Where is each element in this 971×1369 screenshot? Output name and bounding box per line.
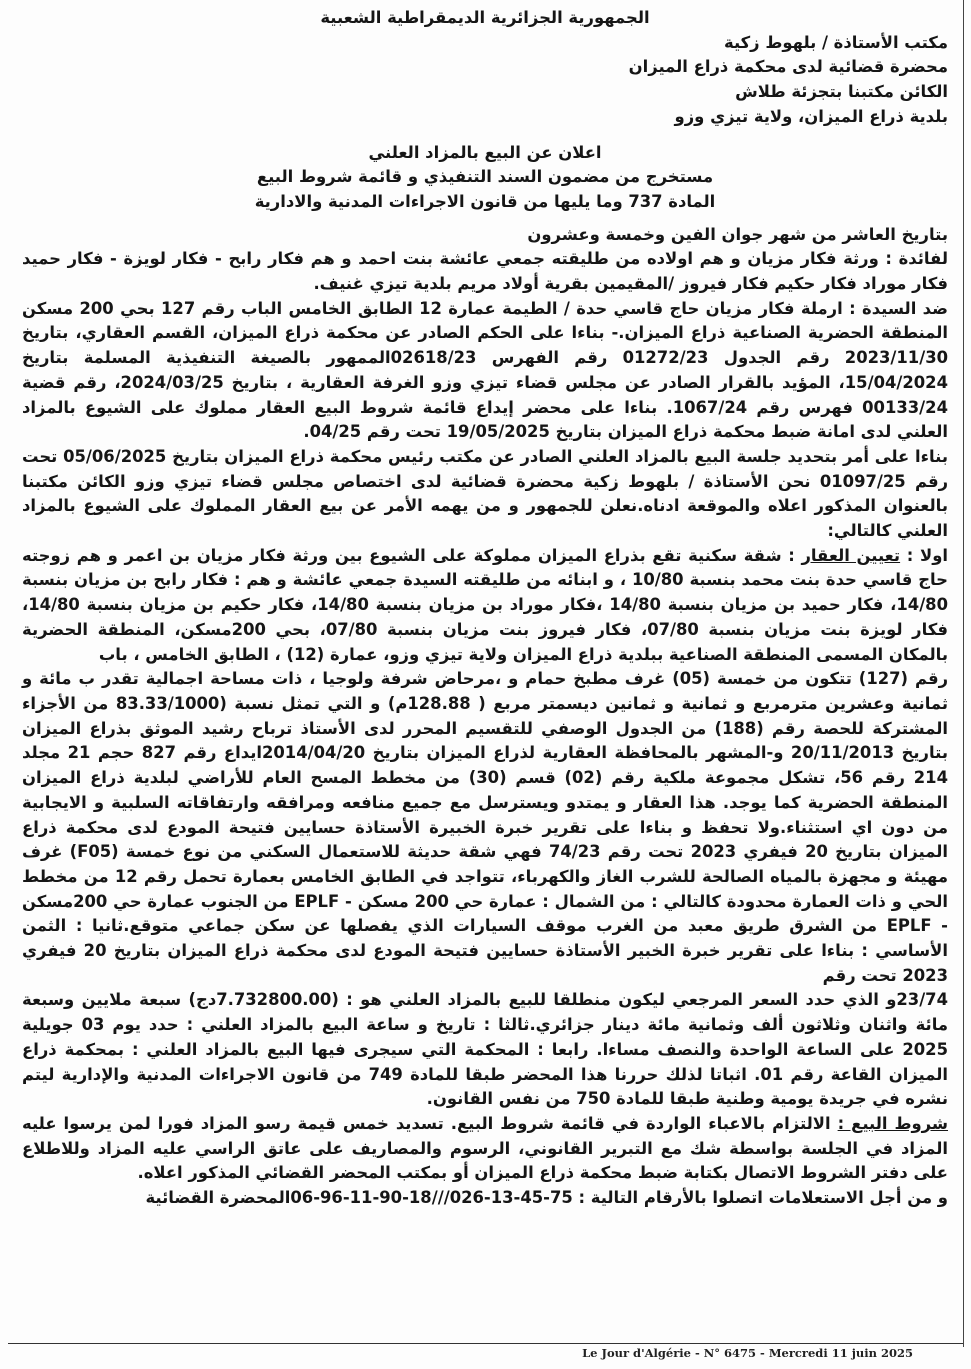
office-line-3: الكائن مكتبنا بتجزئة طلاش	[735, 82, 948, 102]
beneficiaries-paragraph: لفائدة : ورثة فكار مزيان و هم اولاده من طليقته جمعي عائشة بنت احمد و هم فكار رابح - فكار لويزة - فكار حميد فكار موراد فكار حكيم فكار فيروز /المقيمين بقرية أولاد مريم بلدية تيزي غنيف.	[22, 249, 948, 294]
announcement-subtitle: مستخرج من مضمون السند التنفيذي و قائمة شروط البيع	[256, 167, 714, 187]
office-line-2: محضرة قضائية لدى محكمة ذراع الميزان	[628, 57, 948, 77]
contact-paragraph: و من أجل الاستعلامات اتصلوا بالأرقام التالية : 75-45-13-026///18-90-11-96-06المحضرة القضائية	[145, 1188, 948, 1208]
price-date-paragraph: 23/74و الذي حدد السعر المرجعي ليكون منطلقا للبيع بالمزاد العلني هو : (7.732800.00دج) سبعة ملايين وسبعة مائة واثنان وثلاثون ألف وثمانية مائة دينار جزائري.ثالثا : تاريخ و ساعة البيع بالمزاد العلني : حدد يوم 03 جويلية 2025 على الساعة الواحدة والنصف مساءا. رابعا : المحكمة التي سيجرى فيها البيع بالمزاد العلني : بمحكمة ذراع الميزان القاعة رقم 01. اثباتا لذلك حررنا هذا المحضر طبقا للمادة 749 من قانون الاجراءات المدنية والإدارية ليتم نشره في جريدة يومية وطنية طبقا للمادة 750 من نفس القانون.	[22, 990, 949, 1109]
sale-conditions-text: الالتزام بالاعباء الواردة في قائمة شروط البيع. تسديد خمس قيمة رسو المزاد فورا لمن يرسوا عليه المزاد في الجلسة بواسطة شك مع التبرير القانوني، الرسوم والمصاريف على عاتق الراسي عليه المزاد وللاطلاع على دفتر الشروط الاتصال بكتابة ضبط محكمة ذراع الميزان أو بمكتب المحضر القضائي المذكور اعلاه.	[22, 1113, 948, 1183]
designation-lead: اولا :	[906, 545, 948, 565]
sale-conditions-label: شروط البيع :	[837, 1113, 949, 1133]
scan-edge-line	[963, 0, 964, 1347]
office-line-1: مكتب الأستاذة / بلهوط زكية	[724, 32, 948, 52]
property-description-paragraph: رقم (127) تتكون من خمسة (05) غرف مطبخ حمام و ،مرحاض شرفة ولوجيا ، ذات مساحة اجمالية تقدر ب مائة و ثمانية وعشرين مترمربع و ثمانية و ثمانين ديسمتر مربع ( 128.88م) و التي تمثل نسبة (83.33/1000 من الأجزاء المشتركة للحصة رقم (188) من الجدول الوصفي للتقسيم المحرر لدى الأستاذ ترباح رشيد الموثق بذراع الميزان بتاريخ 20/11/2013 و-المشهر بالمحافظة العقارية لذراع الميزان بتاريخ 2014/04/20ايداع رقم 827 حجم 21 مجلد 214 رقم 56، تشكل مجموعة ملكية رقم (02) قسم (30) من مخطط المسح العام للأراضي لبلدية ذراع الميزان المنطقة الحضرية كما يوجد. هذا العقار و يمتدو ويسترسل مع جميع منافعه ومرافقه وارتفاقاته السلبية و الايجابية من دون اي استثناء.ولا تحفظ و بناءا على تقرير خبرة الخبيرة الأستاذة حسايين فتيحة المودع لدى محكمة ذراع الميزان بتاريخ 20 فيفري 2023 تحت رقم 74/23 فهي شقة حديثة للاستعمال السكني من نوع خمسة (F05) غرف مهيئة و مجهزة بالمياه الصالحة للشرب الغاز والكهرباء، تتواجد في الطابق الخامس بعمارة تحمل رقم 12 من مخطط الحي و ذات العمارة محدودة كالتالي : من الشمال : عمارة حي 200 مسكن - EPLF من الجنوب عمارة حي 200مسكن - EPLF من الشرق طريق معبد من الغرب موقف السيارات الذي يفصلها عن سكن جماعي متوقع.ثانيا : الثمن الأساسي : بناءا على تقرير خبرة الخبير الأستاذة حسايين فتيحة المودع لدى محكمة ذراع الميزان بتاريخ 20 فيفري 2023 تحت رقم	[22, 669, 949, 985]
sale-conditions-paragraph	[22, 1112, 948, 1186]
announcement-article: المادة 737 وما يليها من قانون الاجراءات المدنية والادارية	[254, 191, 716, 211]
date-paragraph: بتاريخ العاشر من شهر جوان الفين وخمسة وعشرون	[527, 224, 948, 244]
order-paragraph: بناءا على أمر بتحديد جلسة البيع بالمزاد العلني الصادر عن مكتب رئيس محكمة ذراع الميزان بتاريخ 05/06/2025 تحت رقم 01097/25 نحن الأستاذة / بلهوط زكية محضرة قضائية لدى اختصاص مجلس قضاء تيزي وزو الكائن مكتبنا بالعنوان المذكور اعلاه والموقعة ادناه.نعلن للجمهور و من يهمه الأمر عن بيع العقار المملوك على الشيوع بالمزاد العلني كالتالي:	[22, 446, 949, 541]
property-designation-paragraph	[22, 544, 948, 668]
announcement-title: اعلان عن البيع بالمزاد العلني	[368, 142, 602, 162]
republic-heading: الجمهورية الجزائرية الديمقراطية الشعبية	[320, 8, 650, 27]
against-paragraph: ضد السيدة : ارملة فكار مزيان حاج قاسي حدة / الطيمة عمارة 12 الطابق الخامس الباب رقم 127 بحي 200 مسكن المنطقة الحضرية الصناعية ذراع الميزان.- بناءا على الحكم الصادر عن محكمة ذراع الميزان، القسم العقاري، بتاريخ 2023/11/30 رقم الجدول 01272/23 رقم الفهرس 02618/23الممهور بالصيغة التنفيذية المسلمة بتاريخ 15/04/2024، المؤيد بالقرار الصادر عن مجلس قضاء تيزي وزو الغرفة العقارية ، بتاريخ 2024/03/25، رقم قضية 00133/24 فهرس رقم 1067/24. بناءا على محضر إيداع قائمة شروط البيع العقار مملوك على الشيوع بالمزاد العلني لدى امانة ضبط محكمة ذراع الميزان بتاريخ 19/05/2025 تحت رقم 04/25.	[22, 298, 949, 442]
newspaper-footer: Le Jour d'Algérie - N° 6475 - Mercredi 11 juin 2025	[582, 1346, 913, 1360]
office-line-4: بلدية ذراع الميزان، ولاية تيزي وزو	[674, 106, 948, 126]
designation-text: : شقة سكنية تقع بذراع الميزان مملوكة على الشيوع بين ورثة فكار مزيان بن اعمر و هم زوجته حاج قاسي حدة بنت محمد بنسبة 10/80 ، و ابنائه من طليقته السيدة جمعي عائشة و هم : فكار رابح بن مزيان بنسبة 14/80، فكار حميد بن مزيان بنسبة 14/80 ،فكار موراد بن مزيان بنسبة 14/80، فكار حكيم بن مزيان بنسبة 14/80، فكار لويزة بنت مزيان بنسبة 07/80، فكار فيروز بنت مزيان بنسبة 07/80، بحي 200مسكن، المنطقة الحضرية بالمكان المسمى المنطقة الصناعية ببلدية ذراع الميزان ولاية تيزي وزو، عمارة (12) ، الطابق الخامس ، باب	[22, 545, 948, 664]
footer-rule	[8, 1343, 963, 1344]
announcement-document	[22, 6, 948, 1211]
designation-label: تعيين العقار	[801, 545, 901, 565]
announcement-heading	[22, 141, 948, 215]
office-header	[22, 31, 948, 130]
